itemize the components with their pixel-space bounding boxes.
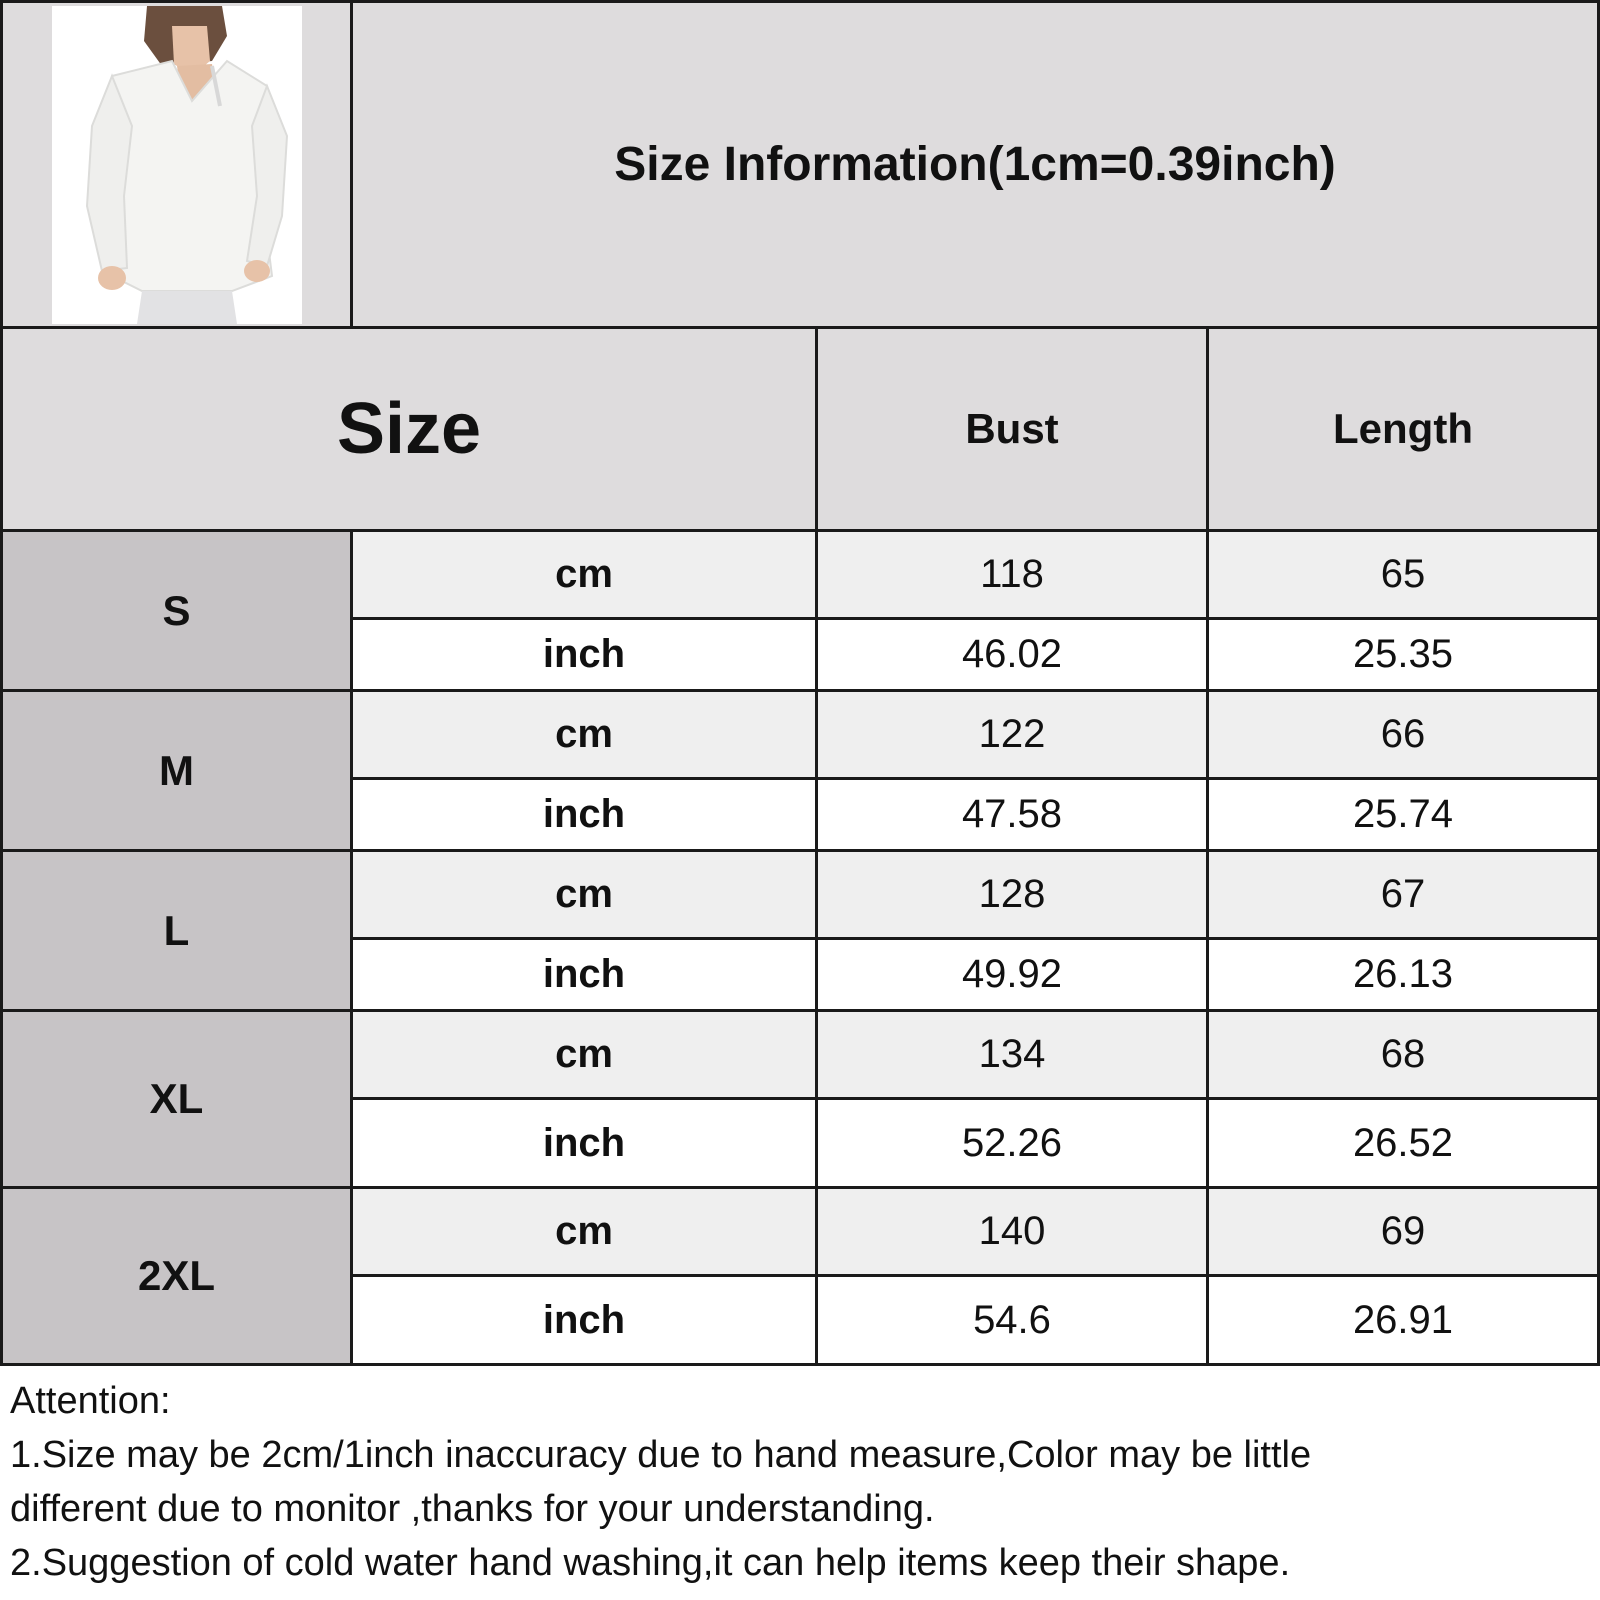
bust-value — [815, 937, 1209, 1012]
unit-cell — [350, 1009, 818, 1100]
size-cell-xl — [0, 1009, 353, 1189]
size-header-cell — [0, 326, 818, 532]
length-value — [1206, 937, 1600, 1012]
bust-value — [815, 689, 1209, 780]
unit-cell — [350, 1186, 818, 1277]
bust-header: Bust — [965, 405, 1059, 452]
unit-label: inch — [542, 952, 626, 996]
value-text: 49.92 — [961, 952, 1063, 996]
unit-cell — [350, 689, 818, 780]
value-text: 54.6 — [973, 1297, 1051, 1342]
unit-cell — [350, 617, 818, 692]
bust-value — [815, 777, 1209, 852]
unit-cell — [350, 777, 818, 852]
value-text: 26.52 — [1352, 1120, 1454, 1165]
value-text: 26.13 — [1352, 952, 1454, 996]
value-text: 65 — [1380, 552, 1426, 596]
bust-value — [815, 1274, 1209, 1366]
notes-line: 2.Suggestion of cold water hand washing,it can help items keep their shape. — [10, 1542, 1291, 1584]
size-header: Size — [336, 389, 482, 469]
bust-value — [815, 849, 1209, 940]
bust-value — [815, 1009, 1209, 1100]
unit-label: inch — [542, 1297, 626, 1342]
notes-line: 1.Size may be 2cm/1inch inaccuracy due to hand measure,Color may be little — [10, 1434, 1312, 1476]
value-text: 26.91 — [1352, 1297, 1454, 1342]
bust-value — [815, 529, 1209, 620]
length-value — [1206, 529, 1600, 620]
unit-label: cm — [555, 712, 613, 756]
unit-cell — [350, 937, 818, 1012]
value-text: 47.58 — [961, 792, 1063, 836]
product-photo-cell — [0, 0, 353, 329]
length-value — [1206, 1009, 1600, 1100]
value-text: 122 — [978, 712, 1046, 756]
unit-cell — [350, 1274, 818, 1366]
size-cell-l — [0, 849, 353, 1012]
size-cell-2xl — [0, 1186, 353, 1366]
attention-notes — [0, 1366, 1600, 1600]
title-cell — [350, 0, 1600, 329]
value-text: 68 — [1380, 1032, 1426, 1076]
unit-label: cm — [555, 1032, 613, 1076]
value-text: 46.02 — [961, 632, 1063, 676]
notes-line: different due to monitor ,thanks for your understanding. — [10, 1488, 935, 1530]
bust-value — [815, 617, 1209, 692]
length-value — [1206, 689, 1600, 780]
size-label: S — [162, 586, 191, 634]
unit-cell — [350, 849, 818, 940]
size-label: XL — [149, 1075, 204, 1122]
length-value — [1206, 1274, 1600, 1366]
length-value — [1206, 1097, 1600, 1189]
unit-label: cm — [555, 552, 613, 596]
length-header: Length — [1333, 405, 1473, 452]
value-text: 118 — [980, 552, 1044, 596]
notes-heading: Attention: — [10, 1380, 171, 1422]
length-value — [1206, 617, 1600, 692]
unit-cell — [350, 529, 818, 620]
unit-label: cm — [555, 872, 613, 916]
unit-cell — [350, 1097, 818, 1189]
unit-label: cm — [555, 1209, 613, 1253]
length-value — [1206, 777, 1600, 852]
length-value — [1206, 1186, 1600, 1277]
value-text: 128 — [978, 872, 1046, 916]
value-text: 140 — [978, 1209, 1046, 1253]
model-white-sweater-photo-icon — [52, 6, 302, 324]
page-title: Size Information(1cm=0.39inch) — [614, 138, 1336, 191]
size-label: 2XL — [137, 1252, 216, 1299]
value-text: 25.35 — [1352, 632, 1454, 676]
bust-value — [815, 1186, 1209, 1277]
value-text: 134 — [978, 1032, 1046, 1076]
unit-label: inch — [542, 1120, 626, 1165]
value-text: 52.26 — [961, 1120, 1063, 1165]
size-cell-m — [0, 689, 353, 852]
value-text: 69 — [1380, 1209, 1426, 1253]
bust-value — [815, 1097, 1209, 1189]
bust-header-cell — [815, 326, 1209, 532]
size-label: M — [159, 746, 194, 794]
length-header-cell — [1206, 326, 1600, 532]
value-text: 67 — [1380, 872, 1426, 916]
unit-label: inch — [542, 632, 626, 676]
value-text: 66 — [1380, 712, 1426, 756]
size-cell-s — [0, 529, 353, 692]
size-label: L — [163, 906, 190, 954]
length-value — [1206, 849, 1600, 940]
unit-label: inch — [542, 792, 626, 836]
value-text: 25.74 — [1352, 792, 1454, 836]
